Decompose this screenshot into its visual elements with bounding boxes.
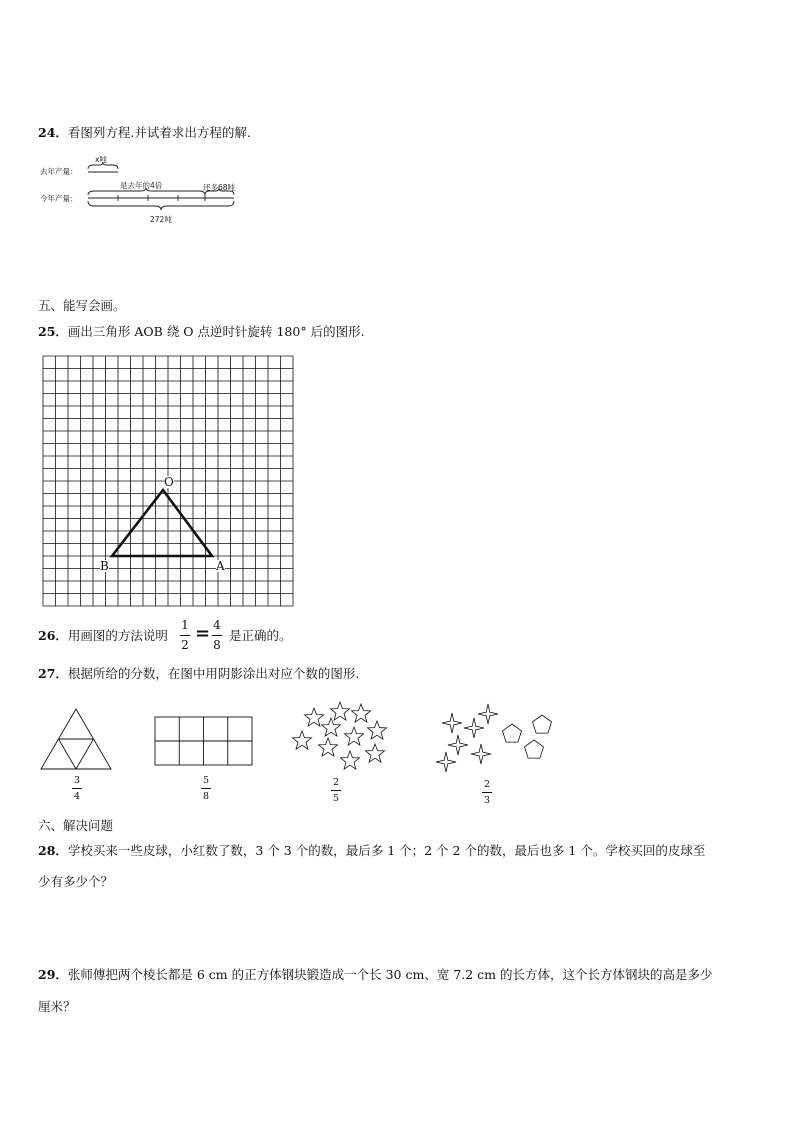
q28-line2: 少有多少个？ — [38, 874, 114, 889]
five-point-star — [319, 738, 338, 756]
five-point-star — [368, 721, 387, 739]
q27-fraction-two-fifths — [331, 777, 341, 804]
q27-fraction-five-eighths — [201, 775, 211, 802]
stars-figure — [293, 702, 387, 769]
q24-number: 24． — [38, 125, 68, 140]
q25-number: 25． — [38, 324, 68, 339]
fraction-numerator: 5 — [202, 775, 210, 786]
q28-text-line1: 学校买来一些皮球，小红数了数，3 个 3 个的数，最后多 1 个；2 个 2 个的数，最后也多 1 个。学校买回的皮球至 — [67, 843, 706, 858]
five-point-star — [345, 727, 364, 745]
pentagon — [533, 715, 552, 733]
q29-line1 — [38, 967, 713, 983]
four-point-sparkle — [448, 735, 468, 755]
point-a-label: A — [216, 559, 225, 573]
five-point-star — [293, 731, 312, 749]
q26-frac1-num: 1 — [181, 618, 189, 632]
four-point-sparkle — [464, 718, 484, 738]
this-year-label: 今年产量： — [40, 194, 78, 203]
total-272-label: 272吨 — [150, 215, 172, 224]
q27-fraction-three-quarters — [72, 775, 82, 802]
q26-text-after: 是正确的。 — [229, 628, 292, 643]
point-o-label: O — [164, 475, 174, 489]
fraction-denominator: 3 — [483, 795, 491, 806]
fraction-denominator: 4 — [73, 791, 81, 802]
rectangle-eighths-figure — [155, 717, 252, 765]
q29-number: 29． — [38, 967, 68, 982]
section-five-heading: 五、能写会画。 — [38, 298, 126, 313]
q28-line1 — [38, 843, 705, 859]
q24-text: 看图列方程.并试着求出方程的解. — [67, 125, 251, 140]
pentagon — [525, 740, 544, 758]
five-point-star — [366, 744, 385, 762]
x-ton-label: x吨 — [95, 155, 107, 164]
q26-text-before: 用画图的方法说明 — [67, 628, 168, 643]
q25-text: 画出三角形 AOB 绕 O 点逆时针旋转 180° 后的图形. — [67, 324, 365, 339]
q29-text-line1: 张师傅把两个棱长都是 6 cm 的正方体钢块锻造成一个长 30 cm、宽 7.2 cm 的长方体，这个长方体钢块的高是多少 — [67, 967, 713, 982]
q29-line2: 厘米？ — [38, 999, 76, 1014]
q26-equals-sign: = — [195, 623, 211, 644]
pentagon — [503, 724, 522, 742]
five-point-star — [352, 704, 371, 722]
fraction-numerator: 2 — [483, 779, 491, 790]
fraction-bar — [482, 792, 492, 793]
fraction-numerator: 3 — [73, 775, 81, 786]
five-point-star — [341, 751, 360, 769]
q26-frac2-den: 8 — [213, 638, 221, 652]
triangle-quarters-figure — [41, 709, 111, 769]
fraction-bar — [331, 790, 341, 791]
five-point-star — [331, 702, 350, 720]
q28-number: 28． — [38, 843, 68, 858]
q26-number: 26． — [38, 628, 68, 643]
four-point-sparkle — [471, 744, 491, 764]
fraction-bar — [72, 788, 82, 789]
fraction-numerator: 2 — [332, 777, 340, 788]
four-point-sparkle — [436, 752, 456, 772]
q27-number: 27． — [38, 666, 68, 681]
five-point-star — [322, 718, 341, 736]
q26-frac1-den: 2 — [181, 638, 189, 652]
sparkles-pentagons-figure — [436, 704, 552, 772]
fraction-bar — [201, 788, 211, 789]
q27-fraction-two-thirds — [482, 779, 492, 806]
fraction-denominator: 8 — [202, 791, 210, 802]
point-b-label: B — [100, 559, 109, 573]
fraction-denominator: 5 — [332, 793, 340, 804]
q27-text: 根据所给的分数，在图中用阴影涂出对应个数的图形. — [67, 666, 360, 681]
section-six-heading: 六、解决问题 — [38, 818, 114, 833]
four-times-label: 是去年的4倍 — [120, 181, 163, 190]
four-point-sparkle — [442, 713, 462, 733]
last-year-label: 去年产量： — [40, 167, 78, 176]
five-point-star — [305, 708, 324, 726]
more-68-label: 还多68吨 — [203, 183, 236, 192]
q26-frac2-num: 4 — [213, 618, 221, 632]
four-point-sparkle — [478, 704, 498, 724]
